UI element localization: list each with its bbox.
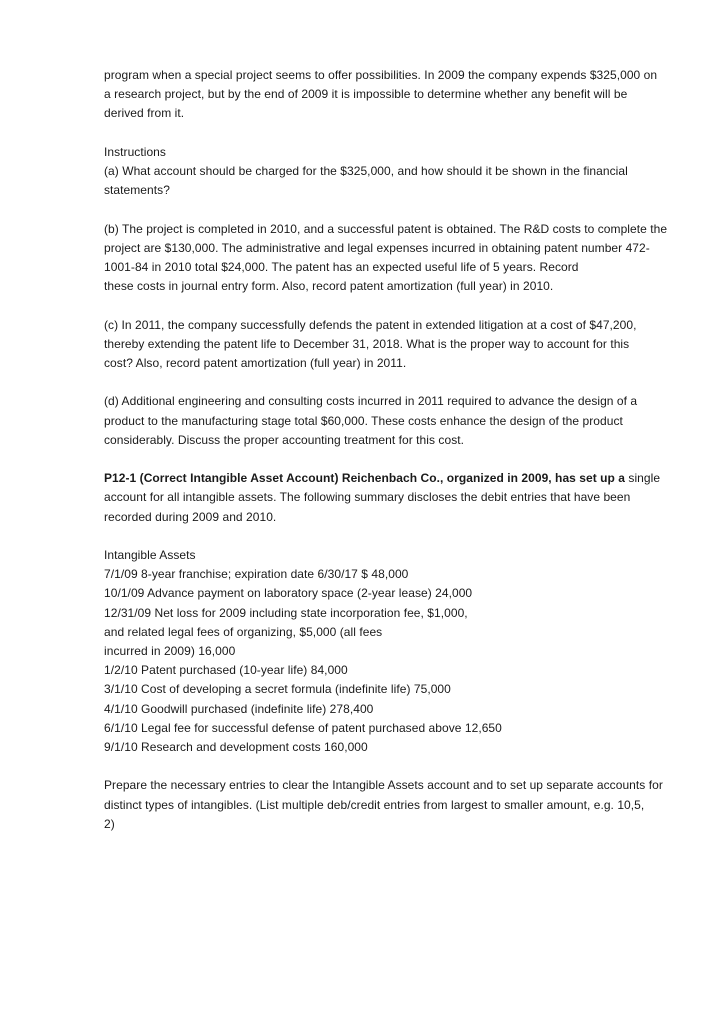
intro-line: a research project, but by the end of 2009 it is impossible to determine whether any benefit will be — [104, 87, 628, 102]
entry-line: 10/1/09 Advance payment on laboratory space (2-year lease) 24,000 — [104, 586, 473, 601]
instructions-heading: Instructions — [104, 144, 166, 159]
part-a-line: (a) What account should be charged for the $325,000, and how should it be shown in the financial — [104, 164, 628, 178]
part-d-paragraph — [104, 392, 688, 450]
closing-line: 2) — [104, 816, 115, 831]
part-b-line: these costs in journal entry form. Also, record patent amortization (full year) in 2010. — [104, 279, 554, 294]
entry-line: 12/31/09 Net loss for 2009 including state incorporation fee, $1,000, — [104, 605, 468, 620]
intangible-assets-heading: Intangible Assets — [104, 547, 196, 562]
entry-line: incurred in 2009) 16,000 — [104, 644, 236, 658]
intro-line: program when a special project seems to offer possibilities. In 2009 the company expends $325,000 on — [104, 68, 658, 82]
entry-line: 4/1/10 Goodwill purchased (indefinite life) 278,400 — [104, 701, 374, 716]
part-d-line: product to the manufacturing stage total $60,000. These costs enhance the design of the product — [104, 413, 623, 428]
entry-line: 3/1/10 Cost of developing a secret formula (indefinite life) 75,000 — [104, 682, 451, 697]
part-d-line: (d) Additional engineering and consulting costs incurred in 2011 required to advance the design of a — [104, 394, 638, 409]
problem-line: account for all intangible assets. The following summary discloses the debit entries that have been — [104, 490, 631, 505]
closing-paragraph — [104, 776, 688, 834]
problem-title: P12-1 (Correct Intangible Asset Account) Reichenbach Co., organized in 2009, has set up a — [104, 471, 626, 486]
intangible-entries-list — [104, 565, 688, 757]
part-b-line: 1001-84 in 2010 total $24,000. The patent has an expected useful life of 5 years. Record — [104, 260, 579, 274]
problem-paragraph — [104, 469, 688, 527]
problem-title-rest: single — [625, 471, 661, 486]
problem-title-line — [104, 469, 688, 488]
entry-line: 1/2/10 Patent purchased (10-year life) 84,000 — [104, 663, 348, 678]
closing-line: distinct types of intangibles. (List multiple deb/credit entries from largest to smaller amount, e.g. 10,5, — [104, 797, 645, 812]
entry-line: and related legal fees of organizing, $5,000 (all fees — [104, 624, 383, 639]
intro-paragraph — [104, 66, 688, 124]
part-a-line: statements? — [104, 183, 170, 198]
entry-line: 7/1/09 8-year franchise; expiration date 6/30/17 $ 48,000 — [104, 567, 409, 582]
problem-line: recorded during 2009 and 2010. — [104, 509, 277, 524]
entry-line: 6/1/10 Legal fee for successful defense of patent purchased above 12,650 — [104, 720, 502, 735]
part-c-line: thereby extending the patent life to December 31, 2018. What is the proper way to account for this — [104, 336, 630, 351]
part-d-line: considerably. Discuss the proper accounting treatment for this cost. — [104, 432, 465, 447]
part-b-line: project are $130,000. The administrative and legal expenses incurred in obtaining patent number 472- — [104, 240, 650, 255]
intro-line: derived from it. — [104, 106, 185, 121]
part-c-paragraph — [104, 316, 688, 374]
entry-line: 9/1/10 Research and development costs 160,000 — [104, 740, 368, 755]
part-c-line: cost? Also, record patent amortization (full year) in 2011. — [104, 356, 407, 370]
part-c-line: (c) In 2011, the company successfully defends the patent in extended litigation at a cost of $47,200, — [104, 317, 637, 332]
part-b-paragraph — [104, 220, 688, 297]
part-b-line: (b) The project is completed in 2010, and a successful patent is obtained. The R&D costs to complete the — [104, 221, 668, 236]
part-a-paragraph — [104, 162, 688, 200]
closing-line: Prepare the necessary entries to clear the Intangible Assets account and to set up separate accounts for — [104, 778, 663, 793]
